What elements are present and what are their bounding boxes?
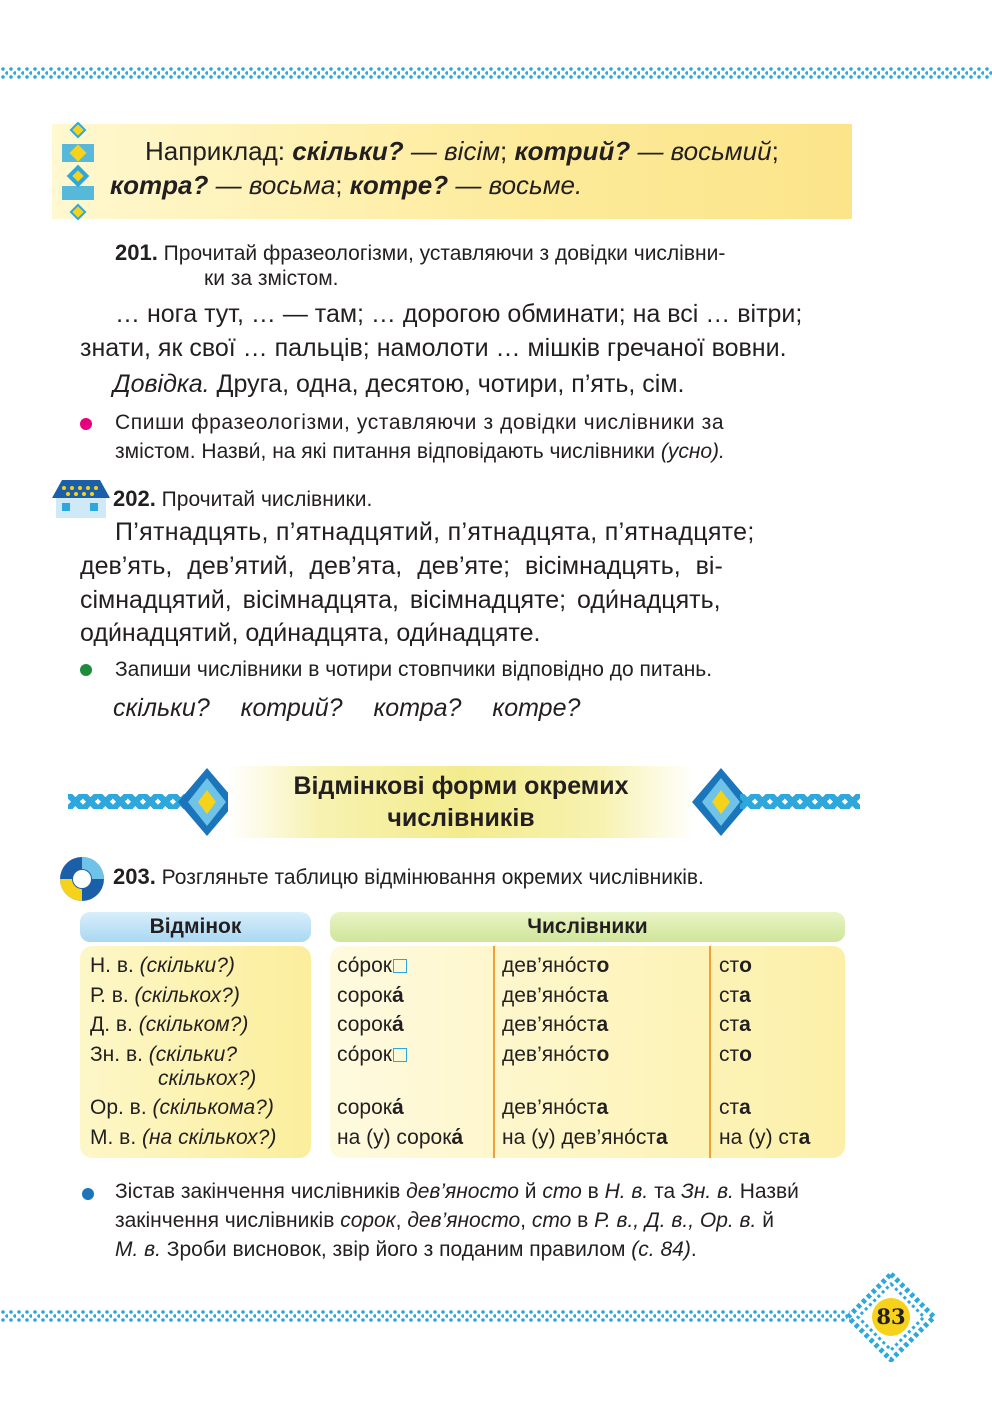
numeral-ending: а — [596, 1096, 609, 1119]
case-label — [90, 984, 240, 1008]
bottom-ornament-border — [0, 1309, 850, 1323]
numeral-ending: а — [596, 984, 609, 1007]
ornament-row-right — [740, 790, 860, 812]
bullet-text: (с. 84) — [631, 1238, 691, 1261]
example-text: восьма — [248, 170, 336, 200]
case-question: (на скількох?) — [142, 1126, 277, 1149]
example-text: ; — [335, 170, 350, 200]
bullet-text: Р. в., Д. в., Ор. в. — [594, 1209, 757, 1232]
bullet-text: сто — [542, 1180, 582, 1203]
numeral-ending: а — [596, 1013, 609, 1036]
case-name: Н. в. — [90, 954, 140, 977]
hint-text: Друга, одна, десятою, чотири, п’ять, сім. — [209, 370, 685, 398]
exercise-202-text-line1: П’ятнадцять, п’ятнадцятий, п’ятнадцята, п’ятнадцяте; — [115, 518, 755, 546]
case-question-cont: скількох?) — [158, 1067, 257, 1090]
bullet-text: Зроби висновок, звір його з поданим правилом — [160, 1238, 632, 1261]
exercise-201-text-line1: … нога тут, … — там; … дорогою обминати; на всі … вітри; — [115, 300, 803, 328]
numeral-stem: дев’яно́ст — [502, 1096, 597, 1119]
numeral-ending: а́ — [391, 1096, 404, 1119]
exercise-202-task — [113, 486, 372, 512]
exercise-202-bullet: Запиши числівники в чотири стовпчики відповідно до питань. — [115, 658, 713, 681]
bullet-text: . — [690, 1238, 697, 1261]
numeral-ending: а́ — [391, 984, 404, 1007]
bullet-text: , — [395, 1209, 408, 1232]
bullet-text: дев’яносто — [407, 1209, 521, 1232]
numeral-form — [337, 1126, 463, 1150]
task-text: Прочитай фразеологізми, уставляючи з довідки числівни- — [163, 242, 726, 265]
numeral-stem: на (у) дев’яно́ст — [502, 1126, 656, 1149]
example-text: котра? — [110, 170, 209, 200]
floral-ornament-icon — [58, 122, 98, 222]
numeral-stem: на (у) сорок — [337, 1126, 452, 1149]
numeral-stem: дев’яно́ст — [502, 1013, 597, 1036]
section-title-line1: Відмінкові форми окремих — [293, 772, 629, 800]
bullet-line — [115, 1180, 799, 1204]
ornament-row-left — [68, 790, 188, 812]
example-text: ; — [771, 136, 779, 166]
table-header-case: Відмінок — [80, 912, 311, 942]
numeral-stem: дев’яно́ст — [502, 1043, 597, 1066]
bullet-green — [80, 664, 92, 676]
numeral-ending: о — [596, 1043, 610, 1066]
exercise-201-task-cont: ки за змістом. — [204, 267, 339, 290]
numeral-form — [502, 1096, 608, 1120]
numeral-ending: а — [739, 1013, 751, 1036]
example-text: вісім — [444, 136, 501, 166]
case-label — [90, 1126, 276, 1150]
group-work-icon — [58, 855, 106, 903]
exercise-number: 203. — [113, 864, 156, 889]
house-icon — [48, 476, 112, 520]
hint-label: Довідка. — [113, 370, 210, 398]
numeral-ending: о — [596, 954, 610, 977]
case-label — [90, 1096, 274, 1120]
exercise-202-text-line4: оди́надцятий, оди́надцята, оди́надцяте. — [80, 619, 541, 647]
numeral-ending: а́ — [451, 1126, 464, 1149]
bullet-text: й — [518, 1180, 543, 1203]
numeral-ending: а́ — [391, 1013, 404, 1036]
question-item: котра? — [373, 694, 462, 722]
bullet-text: й — [756, 1209, 774, 1232]
case-name: Ор. в. — [90, 1096, 153, 1119]
numeral-ending: о — [739, 954, 752, 977]
bullet-blue — [82, 1188, 94, 1200]
numeral-stem: на (у) ст — [719, 1126, 799, 1149]
bullet-text: Зн. в. — [680, 1180, 734, 1203]
section-heading — [228, 766, 694, 838]
example-text: восьме. — [488, 170, 583, 200]
numeral-form — [502, 1126, 668, 1150]
exercise-201-hint — [113, 370, 684, 399]
case-name: Зн. в. — [90, 1043, 149, 1066]
numeral-stem: дев’яно́ст — [502, 954, 597, 977]
example-text: ; — [500, 136, 515, 166]
case-question: (скількох?) — [134, 984, 240, 1007]
exercise-202-text-line3: сімнадцятий, вісімнадцята, вісімнадцяте; оди́надцять, — [80, 586, 721, 614]
example-line-1 — [145, 136, 779, 167]
numeral-form — [337, 1096, 404, 1120]
question-item: котрий? — [240, 694, 343, 722]
bullet-text: Зістав закінчення числівників — [115, 1180, 407, 1203]
page-number: 83 — [872, 1298, 910, 1336]
exercise-201-text-line2: знати, як свої … пальців; намолоти … мішків гречаної вовни. — [80, 334, 787, 362]
zero-ending-box — [393, 959, 407, 973]
example-text: котре? — [349, 170, 449, 200]
exercise-number: 202. — [113, 486, 156, 511]
case-name: Р. в. — [90, 984, 135, 1007]
case-question: (скільки? — [148, 1043, 238, 1066]
bullet-text: Назви́ — [733, 1180, 799, 1203]
numeral-ending: а — [655, 1126, 668, 1149]
bullet-text: М. в. — [115, 1238, 161, 1261]
table-divider — [493, 946, 495, 1158]
section-title-line2: числівників — [387, 804, 535, 832]
numeral-stem: сорок — [337, 1013, 392, 1036]
numeral-form — [719, 1013, 751, 1037]
bullet-text: Н. в. — [604, 1180, 649, 1203]
example-text: Наприклад: — [145, 136, 293, 166]
bullet-pink — [80, 418, 92, 430]
numeral-ending: о — [739, 1043, 752, 1066]
question-item: скільки? — [113, 694, 210, 722]
numeral-stem: со́рок — [337, 1043, 392, 1066]
case-name: Д. в. — [90, 1013, 139, 1036]
table-header-numerals: Числівники — [330, 912, 845, 942]
numeral-form — [719, 1043, 752, 1067]
numeral-stem: ст — [719, 1096, 740, 1119]
example-text: — — [448, 170, 489, 200]
numeral-form — [502, 1043, 609, 1067]
question-item: котре? — [492, 694, 581, 722]
bullet-text: дев’яносто — [406, 1180, 519, 1203]
bullet-text: сорок — [340, 1209, 396, 1232]
bullet-text: сто — [531, 1209, 572, 1232]
numeral-form — [502, 984, 608, 1008]
numeral-form — [337, 954, 407, 978]
example-text: — — [630, 136, 671, 166]
bullet-note: (усно). — [660, 440, 725, 463]
numeral-form — [719, 1096, 751, 1120]
bullet-text: та — [648, 1180, 681, 1203]
exercise-201-task — [115, 240, 725, 266]
case-question: (скільки?) — [139, 954, 235, 977]
case-label — [90, 1043, 237, 1067]
numeral-ending: а — [739, 984, 751, 1007]
example-text: восьмий — [670, 136, 772, 166]
case-label — [90, 1013, 248, 1037]
exercise-number: 201. — [115, 240, 158, 265]
example-text: — — [208, 170, 249, 200]
numeral-stem: со́рок — [337, 954, 392, 977]
numeral-form — [719, 954, 752, 978]
case-question: (скільком?) — [138, 1013, 249, 1036]
exercise-202-text-line2: дев’ять, дев’ятий, дев’ята, дев’яте; вісімнадцять, ві- — [80, 552, 723, 580]
numeral-form — [502, 954, 609, 978]
numeral-form — [719, 1126, 810, 1150]
numeral-stem: сорок — [337, 1096, 392, 1119]
example-text: скільки? — [292, 136, 404, 166]
example-text: котрий? — [514, 136, 631, 166]
bullet-text: змістом. Назви́, на які питання відповідають числівники — [115, 440, 661, 463]
exercise-201-bullet-line1: Спиши фразеологізми, уставляючи з довідки числівники за — [115, 411, 725, 434]
numeral-form — [337, 984, 404, 1008]
numeral-stem: ст — [719, 1013, 740, 1036]
bullet-text: , — [520, 1209, 532, 1232]
example-line-2 — [110, 170, 582, 201]
example-text: — — [403, 136, 445, 166]
zero-ending-box — [393, 1048, 407, 1062]
numeral-form — [719, 984, 751, 1008]
bullet-text: закінчення числівників — [115, 1209, 341, 1232]
numeral-ending: а — [798, 1126, 811, 1149]
numeral-form — [337, 1043, 407, 1067]
case-label — [90, 954, 235, 978]
case-question: (скількома?) — [152, 1096, 274, 1119]
bullet-text: в — [581, 1180, 605, 1203]
top-ornament-border — [0, 66, 992, 80]
case-name: М. в. — [90, 1126, 142, 1149]
numeral-stem: сорок — [337, 984, 392, 1007]
exercise-201-bullet-line2 — [115, 440, 725, 464]
numeral-ending: а — [739, 1096, 751, 1119]
bullet-line — [115, 1238, 697, 1262]
numeral-stem: ст — [719, 984, 740, 1007]
numeral-stem: ст — [719, 954, 740, 977]
exercise-203-task — [113, 864, 704, 890]
numeral-stem: ст — [719, 1043, 740, 1066]
numeral-form — [502, 1013, 608, 1037]
task-text: Прочитай числівники. — [161, 488, 373, 511]
table-divider — [709, 946, 711, 1158]
numeral-form — [337, 1013, 404, 1037]
question-list — [113, 694, 580, 723]
bullet-text: в — [571, 1209, 595, 1232]
task-text: Розгляньте таблицю відмінювання окремих числівників. — [161, 866, 704, 889]
numeral-stem: дев’яно́ст — [502, 984, 597, 1007]
bullet-line — [115, 1209, 774, 1233]
